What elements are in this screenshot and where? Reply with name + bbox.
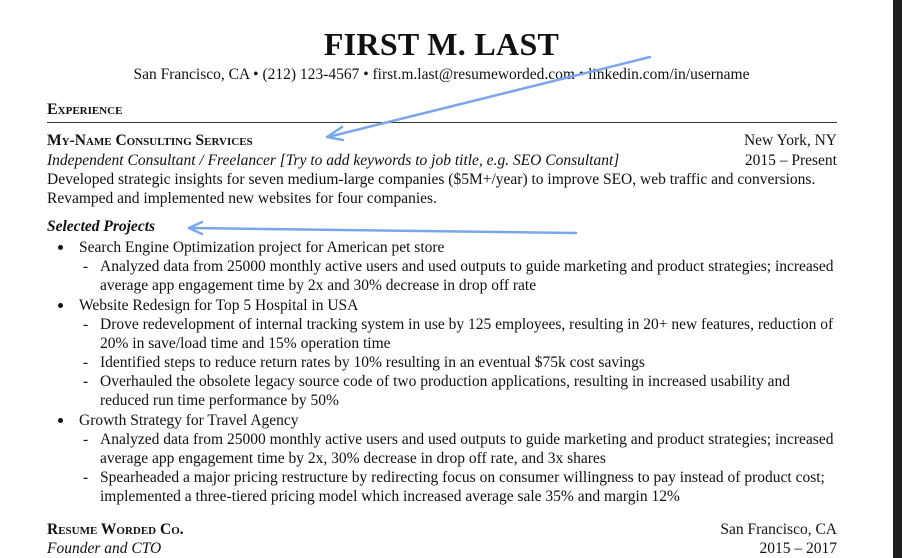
job1-role-row <box>47 151 837 170</box>
job2-company: Resume Worded Co. <box>47 521 184 538</box>
job1-summary: Developed strategic insights for seven medium-large companies ($5M+/year) to improve SEO, web traffic and conversions. Revamped and implemented new websites for four companies. <box>47 171 816 207</box>
bullet-dot-icon <box>58 303 63 308</box>
dash-icon: - <box>83 373 89 390</box>
project-detail <box>83 430 838 468</box>
job2-role: Founder and CTO <box>47 540 162 557</box>
resume-name: FIRST M. LAST <box>323 26 560 62</box>
job2-role-row <box>47 539 837 558</box>
job1-header-row <box>47 131 837 150</box>
experience-heading: Experience <box>47 101 123 118</box>
project-title: Search Engine Optimization project for American pet store <box>79 239 445 256</box>
bullet-dot-icon <box>58 418 63 423</box>
job1-dates: 2015 – Present <box>744 152 837 169</box>
project-detail <box>83 257 838 295</box>
job1-company: My-Name Consulting Services <box>47 132 253 149</box>
dash-icon: - <box>83 354 89 371</box>
project-detail-text: Analyzed data from 25000 monthly active users and used outputs to guide marketing and product strategies; increased average app engagement time by 2x, 30% decrease in drop off rate, and 3x shares <box>100 431 834 467</box>
project-detail-text: Analyzed data from 25000 monthly active users and used outputs to guide marketing and product strategies; increased average app engagement time by 2x and 30% decrease in drop off rate <box>100 258 834 294</box>
project-detail <box>83 353 838 372</box>
project-title: Website Redesign for Top 5 Hospital in USA <box>79 297 359 314</box>
project-bullet <box>58 238 838 257</box>
section-divider <box>47 122 837 123</box>
project-detail-text: Identified steps to reduce return rates by 10% resulting in an eventual $75k cost savings <box>100 354 645 371</box>
project-title: Growth Strategy for Travel Agency <box>79 412 299 429</box>
window-edge <box>893 0 902 558</box>
dash-icon: - <box>83 469 89 486</box>
project-bullet <box>58 411 838 430</box>
dash-icon: - <box>83 431 89 448</box>
project-detail <box>83 315 838 353</box>
dash-icon: - <box>83 258 89 275</box>
project-detail <box>83 372 838 410</box>
project-detail-text: Spearheaded a major pricing restructure by redirecting focus on consumer willingness to pay instead of product cost; implemented a three-tiered pricing model which increased average sale 35% and margin 12% <box>100 469 825 505</box>
job1-location: New York, NY <box>743 132 837 149</box>
contact-line: San Francisco, CA • (212) 123-4567 • first.m.last@resumeworded.com • linkedin.com/in/username <box>133 66 750 83</box>
project-detail <box>83 468 838 506</box>
job2-dates: 2015 – 2017 <box>759 540 837 557</box>
project-detail-text: Overhauled the obsolete legacy source code of two production applications, resulting in increased usability and reduced run time performance by 50% <box>100 373 790 409</box>
bullet-dot-icon <box>58 245 63 250</box>
selected-projects-heading: Selected Projects <box>47 218 156 235</box>
dash-icon: - <box>83 316 89 333</box>
job2-header-row <box>47 520 837 539</box>
job2-location: San Francisco, CA <box>720 521 837 538</box>
project-detail-text: Drove redevelopment of internal tracking system in use by 125 employees, resulting in 20+ new features, reduction of 20% in save/load time and 15% operation time <box>100 316 834 352</box>
project-bullet <box>58 296 838 315</box>
job1-role: Independent Consultant / Freelancer [Try to add keywords to job title, e.g. SEO Consultant] <box>47 152 620 169</box>
